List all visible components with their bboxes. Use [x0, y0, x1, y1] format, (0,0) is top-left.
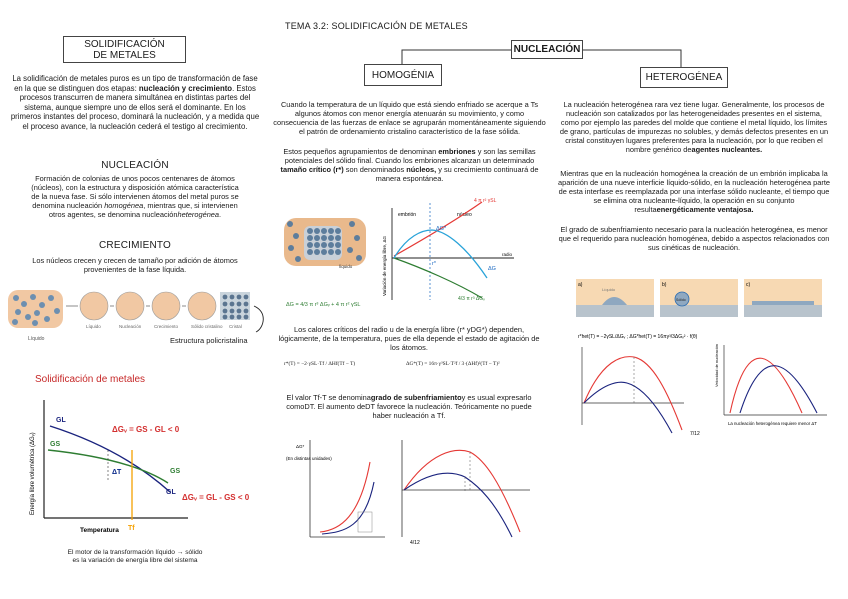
- dgstar-label: ΔG*: [436, 226, 447, 232]
- wetting-panels: [576, 279, 822, 317]
- gl-label-right: GL: [166, 489, 176, 496]
- formula-radius: r*(T) = −2·γSL·Tf / ΔHf(Tf − T): [284, 361, 356, 367]
- heterogenea-p1: [556, 100, 832, 154]
- het-p1-a: La nucleación heterogénea rara vez tiene lugar. Generalmente, los procesos de nucleación son catalizados por las heterogeneidades presentes en el sistema, como por ejemplo las paredes del molde que contiene el metal líquido, los límites de grano, partículas de impurezas no solubles, y demás defectos presentes en un cristal constituyen lugares preferentes para la nucleación, por lo que reciben el nombre genérico de: [559, 100, 829, 155]
- homogenea-p3: Los calores críticos del radio u de la energía libre (r* yDG*) dependen, lógicamente, de la temperatura, pues de ella depende el estado de agitación de los átomos.: [278, 325, 540, 353]
- stage-label-4: Cristal: [229, 324, 242, 329]
- het-p2-b: energéticamente ventajosa.: [656, 205, 754, 215]
- energy-radius-figure: [282, 188, 532, 310]
- intro-text-b: . Estos procesos transcurren de manera simultánea en distintas partes del sistema, aunque siempre uno de ellos será el dominante. En los primeros instantes del proceso, dominará la nucleación, y a medida que el proceso avance, la nucleación cederá el testigo al crecimiento.: [10, 83, 260, 131]
- p2-g: y su crecimiento continuará de manera espontánea.: [375, 165, 539, 184]
- stage-label-first: Líquido: [28, 336, 45, 342]
- intro-text-a: La solidificación de metales puros es un tipo de transformación de fase en la que se distinguen dos etapas:: [12, 74, 258, 93]
- dg-label: ΔG: [488, 266, 496, 272]
- gs-label-left: GS: [50, 441, 61, 448]
- panel-c-label: c): [746, 282, 751, 288]
- nuc-text-c: .: [219, 210, 222, 220]
- p2-f: núcleos,: [406, 165, 437, 175]
- stage-label-3: Sólido cristalino: [191, 324, 223, 329]
- embryo-cluster-image: [284, 218, 366, 269]
- stage-label-2: Crecimiento: [154, 324, 179, 329]
- p2-c: y son las semillas potenciales del sólido final. Cuando los embriones alcanzan un determinado: [284, 147, 536, 166]
- homogenea-p4: [276, 393, 542, 420]
- solidificacion-box-label: SOLIDIFICACIÓN DE METALES: [84, 38, 165, 61]
- stage-label-0: Líquido: [86, 324, 101, 329]
- gl-label-top: GL: [56, 417, 66, 424]
- p4-a: El valor Tf-T se denomina: [286, 393, 371, 402]
- rate-graph: [714, 344, 827, 426]
- p2-e: son denominados: [343, 165, 407, 175]
- nuc-text-em1: homogénea: [104, 201, 144, 211]
- fig1-ylabel: Variación de energía libre, ΔG: [382, 236, 387, 296]
- solidification-graph: [20, 370, 265, 545]
- stage-circles: [66, 292, 250, 320]
- panel-a-liquid: Líquido: [602, 287, 616, 292]
- nucleo-label: núcleo: [457, 212, 472, 218]
- p2-b: embriones: [438, 147, 476, 156]
- liquid-label: líquido: [339, 264, 353, 269]
- het-formula: r*het(T) = −2γSL/ΔGᵥ ; ΔG*het(T) = 16πγ³/3ΔGᵥ² · f(θ): [578, 334, 698, 340]
- heterogeneous-nucleation-figure: [572, 275, 838, 440]
- surface-term-label: 4 π r² γSL: [474, 198, 497, 204]
- fig1-xlabel: radio: [502, 252, 513, 257]
- nucleacion-box-label: NUCLEACIÓN: [513, 44, 581, 55]
- eq-top: ΔGᵥ = GS - GL < 0: [112, 425, 180, 434]
- page-number-right: 7/12: [690, 431, 700, 437]
- p4-b: grado de subenfriamiento: [370, 393, 462, 402]
- tf-label: Tf: [128, 525, 135, 532]
- p2-a: Estos pequeños agrupamientos de denominan: [283, 147, 439, 156]
- homogenea-box: [364, 64, 442, 86]
- page-title: TEMA 3.2: SOLIDIFICACIÓN DE METALES: [285, 21, 468, 31]
- dt-label: ΔT: [112, 469, 122, 476]
- panel-b-label: b): [662, 282, 667, 288]
- het-p1-b: agentes nucleantes.: [691, 145, 763, 155]
- page-number-middle: 4/12: [410, 540, 420, 546]
- nucleacion-box: [511, 40, 583, 59]
- embrion-label: embrión: [398, 212, 417, 218]
- nuc-text-a: Formación de colonias de unos pocos centenares de átomos (núcleos), con la estructura y disposición atómica característica de la nueva fase. Si sólo intervienen átomos del metal puros se denomina nucleación: [31, 174, 239, 211]
- crecimiento-text: Los núcleos crecen y crecen de tamaño por adición de átomos provenientes de la fase líquida.: [32, 256, 238, 275]
- curved-arrow-icon: [254, 306, 263, 332]
- panel-a-label: a): [578, 282, 583, 288]
- heterogenea-box-label: HETEROGÉNEA: [645, 72, 723, 83]
- graph-dg-vs-t: [286, 440, 385, 537]
- crecimiento-heading: CRECIMIENTO: [98, 240, 172, 251]
- homogenea-p1: Cuando la temperatura de un líquido que está siendo enfriado se acerque a Ts algunos átomos con menor energía atenuarán su movimiento, y como consecuencia de las fuerzas de enlace se agruparán momentáneamente siguiendo el patrón de ordenamiento cristalino característico de la fase sólida.: [273, 100, 546, 137]
- heterogenea-p3: El grado de subenfriamiento necesario para la nucleación heterogénea, es menor que el requerido para nucleación homogénea, debido a aspectos relacionados con sus cinéticas de nucleación.: [558, 225, 830, 253]
- panel-b-solid: Sólido: [676, 298, 686, 302]
- rate-caption: La nucleación heterogénea requiere menor ΔT: [728, 421, 817, 426]
- graph-caption: [30, 549, 240, 565]
- p4-c: y es usual expresarlo comoDT. El aumento deDT favorece la nucleación. Teóricamente no puede haber nucleación a Tf.: [286, 393, 532, 421]
- gl-curve: [50, 426, 170, 492]
- total-energy-curve: [394, 230, 487, 278]
- graph-title: Solidificación de metales: [35, 374, 146, 385]
- graph-xlabel: Temperatura: [80, 527, 119, 534]
- heterogenea-box: [640, 67, 728, 88]
- het-energy-graph: [582, 347, 684, 433]
- nucleacion-heading: NUCLEACIÓN: [101, 160, 169, 171]
- liquid-stage-image: [8, 290, 63, 328]
- poly-label: Estructura policristalina: [170, 336, 248, 345]
- homogenea-box-label: HOMOGÉNIA: [371, 69, 435, 81]
- volume-term-label: 4/3 π r³ ΔGᵥ: [458, 296, 485, 302]
- heterogenea-p2: [556, 169, 832, 214]
- eq-bottom: ΔGᵥ = GL - GS < 0: [182, 493, 250, 502]
- p2-d: tamaño crítico (r*): [280, 165, 344, 175]
- formula-energy: ΔG*(T) = 16π·γ³SL·T²f / 3·(ΔHf)²(Tf − T)²: [406, 361, 500, 367]
- graph-dg-vs-r: [402, 440, 530, 537]
- volume-energy-curve: [394, 258, 482, 298]
- rstar-label: r*: [432, 261, 436, 267]
- graph-a-note: (En distintas unidades): [286, 456, 332, 461]
- caption-line-2: es la variación de energía libre del sistema: [72, 557, 198, 565]
- energy-formula: ΔG = 4/3 π r³ ΔGᵥ + 4 π r² γSL: [286, 302, 361, 308]
- homogenea-p2: [272, 147, 547, 183]
- nuc-text-em2: heterogénea: [177, 210, 220, 220]
- caption-line-1: El motor de la transformación líquido → sólido: [67, 549, 203, 556]
- critical-energy-graphs: [280, 432, 535, 547]
- rate-ylabel: Velocidad de nucleación: [714, 343, 719, 387]
- intro-text-bold: nucleación y crecimiento: [138, 83, 233, 93]
- graph-ylabel: Energía libre volumétrica (ΔGᵥ): [30, 432, 36, 515]
- nucleacion-text: [30, 174, 240, 219]
- gs-label-right: GS: [170, 468, 181, 475]
- graph-a-ylabel: ΔG*: [296, 444, 305, 449]
- nuc-text-b: , mientras que, si intervienen otros agentes, se denomina nucleación: [48, 201, 238, 220]
- het-p2-a: Mientras que en la nucleación homogénea la creación de un embrión implicaba la aparición de una nueve interficie líquido-sólido, en la nucleación heterogénea parte de esta interfase es reemplazada por una interfase sólido nucleante, el tiempo que se elimina otra nucleante-líquido, la operación en su conjunto resulta: [558, 169, 830, 215]
- stage-label-1: Nucleación: [119, 324, 142, 329]
